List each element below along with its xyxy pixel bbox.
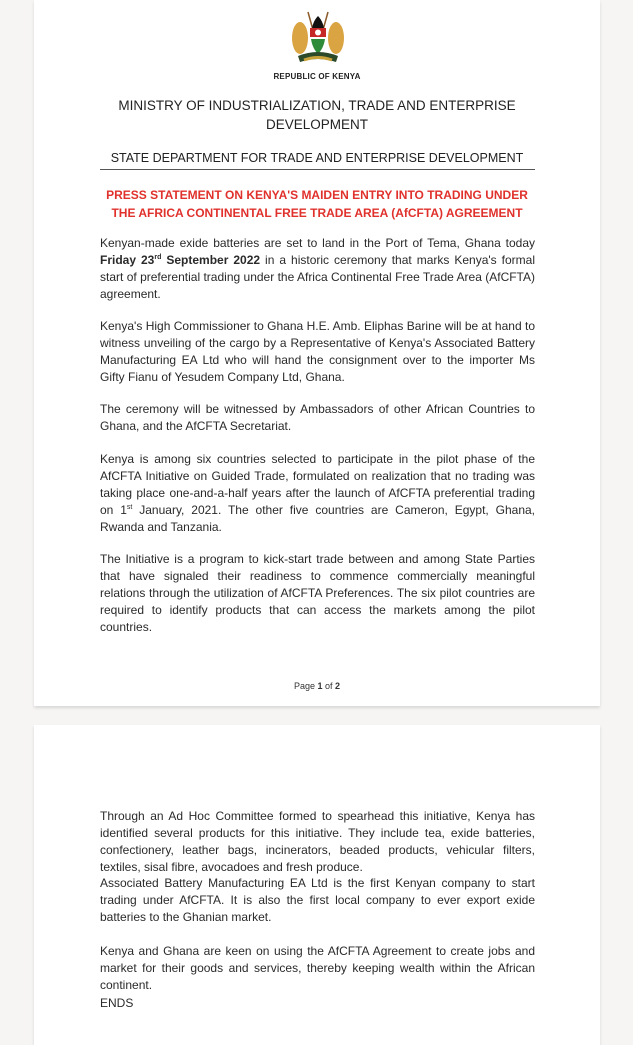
page-number-footer: Page 1 of 2: [293, 681, 341, 691]
paragraph-7: Associated Battery Manufacturing EA Ltd is the first Kenyan company to start trading under AfCFTA. It is also the first local company to ever export exide batteries to the Ghanian market.: [100, 876, 535, 924]
document-page-2: [34, 725, 600, 1045]
republic-label: REPUBLIC OF KENYA: [273, 72, 361, 81]
paragraph-2: Kenya's High Commissioner to Ghana H.E. Amb. Eliphas Barine will be at hand to witness unveiling of the cargo by a Representative of Kenya's Associated Battery Manufacturing EA Ltd who will hand the consignment over to the importer Ms Gifty Fianu of Yesudem Company Ltd, Ghana.: [100, 319, 535, 384]
paragraph-6: Through an Ad Hoc Committee formed to spearhead this initiative, Kenya has identified several products for this initiative. They include tea, exide batteries, confectionery, leather bags, incinerators, beaded products, vehicular filters, textiles, sisal fibre, avocadoes and fresh produce.: [100, 809, 535, 874]
paragraph-1: Kenyan-made exide batteries are set to land in the Port of Tema, Ghana today Friday 23rd September 2022 in a historic ceremony that marks Kenya's formal start of preferential trading under the Africa Continental Free Trade Area (AfCFTA) agreement.: [100, 236, 535, 301]
header-divider: [100, 169, 535, 170]
document-page-1: [34, 0, 600, 706]
department-title: STATE DEPARTMENT FOR TRADE AND ENTERPRISE DEVELOPMENT: [110, 151, 524, 165]
paragraph-4: Kenya is among six countries selected to participate in the pilot phase of the AfCFTA Initiative on Guided Trade, formulated on realization that no trading was taking place one-and-a-half years after the launch of AfCFTA preferential trading on 1st January, 2021. The other five countries are Cameron, Egypt, Ghana, Rwanda and Tanzania.: [100, 452, 535, 534]
paragraph-5: The Initiative is a program to kick-start trade between and among State Parties that have signaled their readiness to commence commercially meaningful relations through the utilization of AfCFTA Preferences. The six pilot countries are required to identify products that can access the markets among the pilot countries.: [100, 552, 535, 634]
ministry-title: MINISTRY OF INDUSTRIALIZATION, TRADE AND ENTERPRISE DEVELOPMENT: [118, 98, 516, 132]
kenya-coat-of-arms-seal: [290, 8, 346, 66]
press-statement-title: PRESS STATEMENT ON KENYA'S MAIDEN ENTRY INTO TRADING UNDER THE AFRICA CONTINENTAL FREE TRADE AREA (AfCFTA) AGREEMENT: [106, 188, 528, 220]
paragraph-3: The ceremony will be witnessed by Ambassadors of other African Countries to Ghana, and the AfCFTA Secretariat.: [100, 402, 535, 433]
ends-marker: ENDS: [100, 996, 134, 1010]
paragraph-8: Kenya and Ghana are keen on using the AfCFTA Agreement to create jobs and market for their goods and services, thereby keeping wealth within the African continent.: [100, 944, 535, 992]
